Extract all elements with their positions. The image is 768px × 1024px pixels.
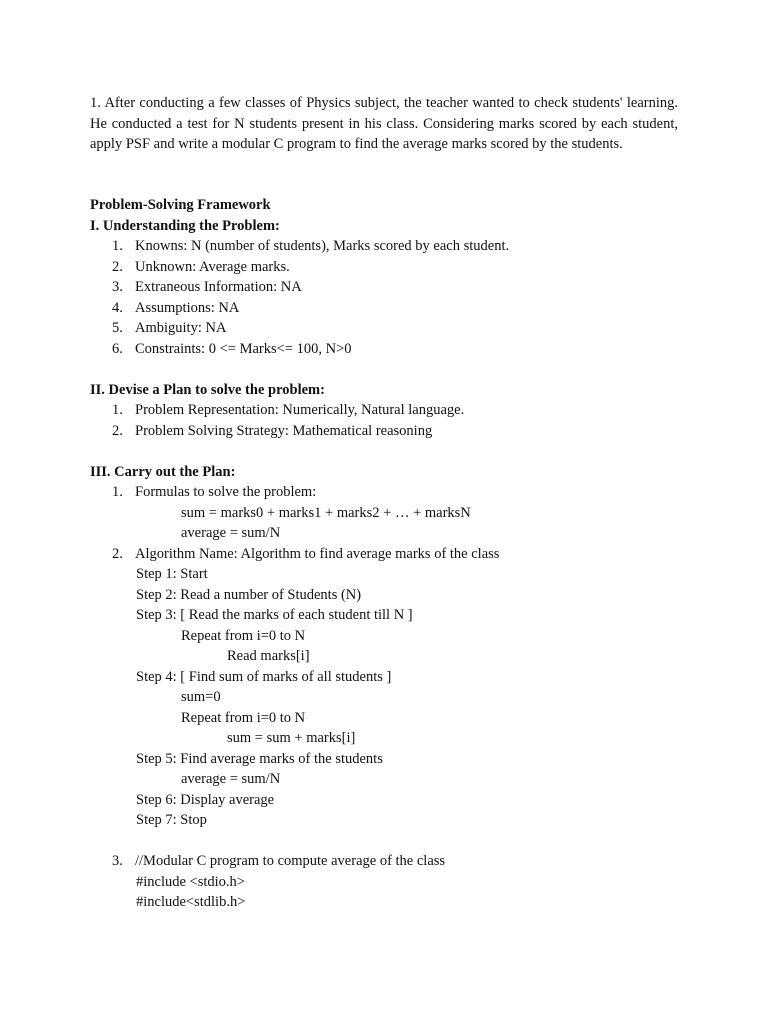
algorithm-substep: Read marks[i]: [227, 648, 310, 664]
list-item: [90, 298, 239, 318]
list-number: 2.: [112, 423, 123, 439]
average-formula: average = sum/N: [181, 525, 281, 541]
list-item: [90, 236, 509, 256]
list-text: Constraints: 0 <= Marks<= 100, N>0: [135, 341, 352, 357]
algorithm-step: Step 1: Start: [136, 566, 208, 582]
code-line: #include<stdlib.h>: [136, 894, 246, 910]
list-text: Unknown: Average marks.: [135, 259, 290, 275]
list-item: [90, 277, 302, 297]
list-number: 4.: [112, 300, 123, 316]
list-number: 6.: [112, 341, 123, 357]
algorithm-name: Algorithm Name: Algorithm to find average marks of the class: [135, 546, 500, 562]
program-comment: //Modular C program to compute average of the class: [135, 853, 446, 869]
list-item: [90, 400, 464, 420]
list-number: 1.: [112, 484, 123, 500]
list-number: 5.: [112, 320, 123, 336]
list-item: [90, 318, 226, 338]
list-number: 2.: [112, 546, 123, 562]
question-paragraph: 1. After conducting a few classes of Physics subject, the teacher wanted to check students' learning. He conducted a test for N students present in his class. Considering marks scored by each student, apply PSF and write a modular C program to find the average marks scored by the students.: [90, 95, 678, 153]
algorithm-step: Step 4: [ Find sum of marks of all students ]: [136, 669, 392, 685]
list-number: 1.: [112, 402, 123, 418]
algorithm-step: Step 5: Find average marks of the students: [136, 751, 383, 767]
carry-heading: III. Carry out the Plan:: [90, 464, 236, 480]
formulas-label: Formulas to solve the problem:: [135, 484, 317, 500]
list-number: 2.: [112, 259, 123, 275]
framework-heading: Problem-Solving Framework: [90, 197, 271, 213]
list-item: [90, 482, 316, 502]
algorithm-step: Step 3: [ Read the marks of each student till N ]: [136, 607, 413, 623]
list-number: 1.: [112, 238, 123, 254]
list-item: [90, 339, 352, 359]
algorithm-step: Step 6: Display average: [136, 792, 275, 808]
sum-formula: sum = marks0 + marks1 + marks2 + … + marksN: [181, 505, 471, 521]
list-number: 3.: [112, 853, 123, 869]
list-text: Assumptions: NA: [135, 300, 240, 316]
algorithm-substep: Repeat from i=0 to N: [181, 628, 306, 644]
algorithm-substep: sum=0: [181, 689, 221, 705]
list-text: Extraneous Information: NA: [135, 279, 302, 295]
algorithm-substep: sum = sum + marks[i]: [227, 730, 356, 746]
algorithm-step: Step 7: Stop: [136, 812, 207, 828]
list-item: [90, 544, 499, 564]
list-text: Knowns: N (number of students), Marks scored by each student.: [135, 238, 510, 254]
code-line: #include <stdio.h>: [136, 874, 245, 890]
plan-heading: II. Devise a Plan to solve the problem:: [90, 382, 325, 398]
list-text: Problem Solving Strategy: Mathematical reasoning: [135, 423, 433, 439]
algorithm-step: Step 2: Read a number of Students (N): [136, 587, 362, 603]
list-item: [90, 421, 432, 441]
list-item: [90, 851, 445, 871]
understanding-heading: I. Understanding the Problem:: [90, 218, 280, 234]
list-number: 3.: [112, 279, 123, 295]
list-text: Ambiguity: NA: [135, 320, 227, 336]
algorithm-substep: average = sum/N: [181, 771, 281, 787]
list-item: [90, 257, 290, 277]
algorithm-substep: Repeat from i=0 to N: [181, 710, 306, 726]
list-text: Problem Representation: Numerically, Natural language.: [135, 402, 465, 418]
